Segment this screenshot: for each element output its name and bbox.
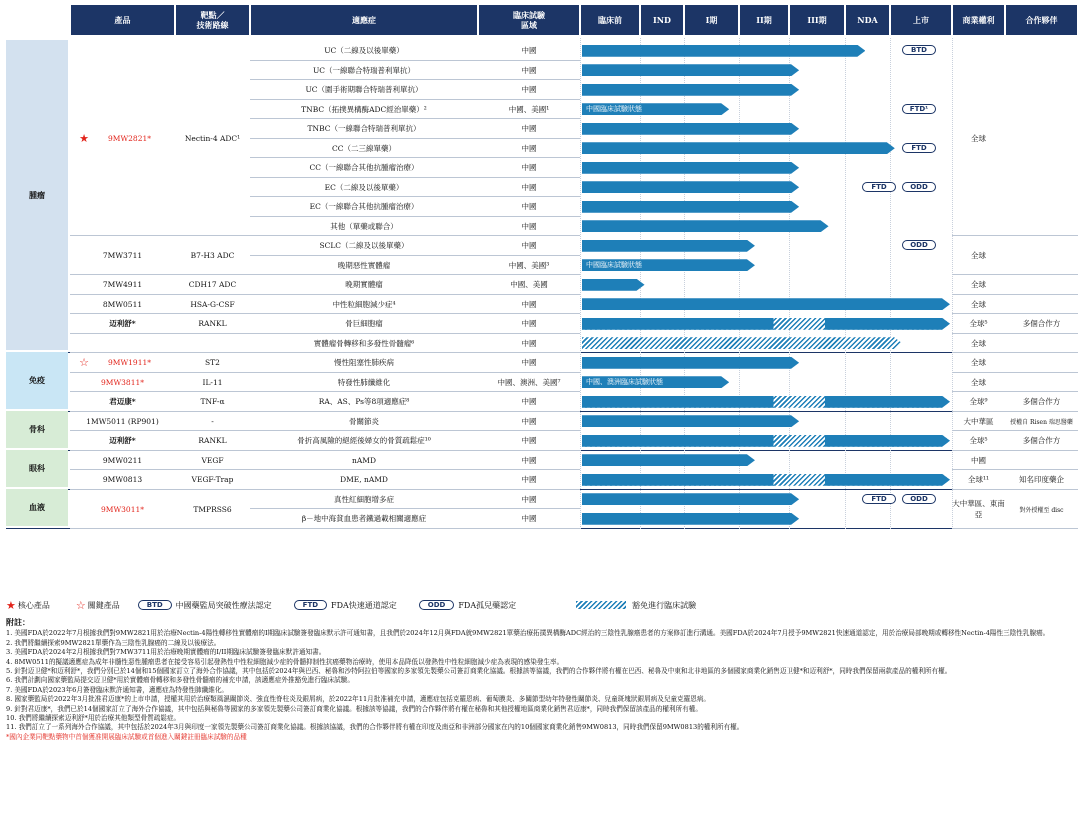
footnote: 3. 美國FDA於2024年2月根據我們對7MW3711用於治療晚期實體瘤的I/II期臨床試驗簽發臨床默許通知書。 [6, 648, 326, 657]
product-name: 1MW5011 (RP901) [86, 416, 159, 426]
header-9 [846, 5, 889, 35]
progress-bar [582, 415, 799, 427]
notes-title: 附註： [6, 617, 30, 627]
category-0: 腫瘤 [6, 40, 68, 350]
indication: 中性粒細胞減少症⁴ [332, 299, 396, 309]
header-11 [953, 5, 1004, 35]
indication: 實體瘤骨轉移和多發性骨髓瘤⁶ [313, 338, 415, 348]
header-10 [891, 5, 951, 35]
product-target: ST2 [205, 358, 220, 368]
header-label: 臨床前 [598, 15, 622, 25]
progress-bar [582, 454, 755, 466]
commercial-rights: 全球 [971, 280, 986, 290]
indication: UC（一線聯合特瑞普利單抗） [312, 65, 416, 75]
ftd-badge: FTD [862, 182, 896, 192]
ftd-badge: FTD [862, 494, 896, 504]
core-product-star-icon: ★ [79, 132, 89, 145]
trial-region: 中國 [521, 182, 537, 192]
product-target: CDH17 ADC [188, 280, 237, 290]
footnote: 7. 美國FDA於2023年6月簽發臨床默許通知書，適應症為特發性肺纖維化。 [6, 685, 229, 694]
indication: 骨關節炎 [349, 416, 379, 426]
indication: 晚期實體瘤 [345, 280, 383, 290]
header-2 [251, 5, 477, 35]
product-target: TNF-α [200, 397, 225, 407]
commercial-rights: 中國 [971, 455, 986, 465]
progress-bar [582, 181, 799, 193]
product-target: HSA-G-CSF [190, 299, 235, 309]
product-target: VEGF-Trap [191, 475, 234, 485]
header-5 [641, 5, 683, 35]
progress-bar [582, 357, 799, 369]
bar-label: 中國臨床試驗狀態 [586, 261, 642, 270]
core-product-star-icon: ★ [6, 598, 16, 612]
commercial-rights: 全球 [971, 377, 986, 387]
odd-badge: ODD [902, 182, 936, 192]
footnote: 1. 美國FDA於2022年7月根據我們對9MW2821用於治療Nectin-4陽性轉移性實體瘤的I期臨床試驗簽發臨床默示許可通知書，且我們於2024年12月與FDA就9MW2821單藥治療拓撲異構酶ADC經治的三陰性乳腺癌患者的方案修訂進行溝通。美國FDA於2024年7月授予9MW2821快速通道認定，用於治療局部晚期或轉移性Nectin-4陽性三陰性乳腺癌。 [6, 629, 1050, 638]
product-target [175, 334, 250, 354]
progress-bar [582, 45, 865, 57]
trial-region: 中國 [521, 202, 537, 212]
partner: 多個合作方 [1022, 397, 1061, 407]
trial-region: 中國 [521, 416, 537, 426]
progress-bar [582, 298, 950, 310]
indication: RA、AS、Ps等8項適應症⁸ [318, 397, 410, 407]
progress-bar [582, 220, 829, 232]
product-target: - [211, 416, 214, 426]
product-name: 9MW2821* [108, 134, 151, 143]
header-12 [1006, 5, 1077, 35]
trial-region: 中國 [521, 143, 537, 153]
trial-region: 中國 [521, 338, 537, 348]
trial-region: 中國 [521, 163, 537, 173]
trial-region: 中國 [521, 85, 537, 95]
indication: 其他（單藥或聯合） [330, 221, 398, 231]
stage-separator [789, 38, 790, 529]
footnote: 8. 國家藥監局於2022年3月批准君迈康*的上市申請，授權其用於治療類風濕關節炎、強直性脊柱炎及銀屑病，於2022年11月批准補充申請，適應症包括克羅恩病、葡萄膜炎、多關節型幼年特發性關節炎、兒童斑塊狀銀屑病及兒童克羅恩病。 [6, 695, 711, 704]
header-label: I期 [705, 15, 718, 25]
product-name: 8MW0511 [102, 299, 143, 309]
product-name: 9MW0813 [102, 475, 143, 485]
product-name: 7MW3711 [102, 251, 143, 260]
odd-badge: ODD [902, 240, 936, 250]
btd-badge: BTD [138, 600, 172, 610]
category-2: 骨科 [6, 411, 68, 448]
progress-bar [582, 396, 950, 408]
product-name: 7MW4911 [102, 280, 143, 290]
progress-bar [582, 162, 799, 174]
trial-region: 中國 [521, 475, 537, 485]
product-line [70, 528, 250, 529]
commercial-rights: 全球 [971, 251, 986, 260]
odd-badge: ODD [902, 494, 936, 504]
trial-region: 中國 [521, 494, 537, 504]
commercial-rights: 全球 [971, 134, 986, 143]
legend-key: 關鍵產品 [87, 600, 120, 610]
btd-badge: BTD [902, 45, 936, 55]
trial-region: 中國 [521, 455, 537, 465]
stage-separator [845, 38, 846, 529]
footnote: 6. 我們計劃向國家藥監局提交迈卫健*用於實體瘤骨轉移和多發性骨髓瘤的補充申請，該適應症外推豁免進行臨床試驗。 [6, 676, 354, 685]
indication: 骨巨細胞瘤 [345, 319, 383, 329]
trial-region: 中國 [521, 65, 537, 75]
product-target: VEGF [201, 455, 224, 465]
header-label: 上市 [913, 15, 929, 25]
progress-bar [582, 240, 755, 252]
commercial-rights: 全球 [971, 338, 986, 348]
product-name [70, 334, 175, 354]
header-0 [71, 5, 174, 35]
progress-bar [582, 318, 950, 330]
progress-bar [582, 279, 645, 291]
commercial-rights: 全球⁵ [969, 319, 988, 329]
commercial-rights: 全球¹¹ [967, 475, 989, 485]
commercial-rights: 全球 [971, 299, 986, 309]
legend-btd: 中國藥監局突破性療法認定 [175, 600, 272, 610]
header-label: II期 [756, 15, 772, 25]
product-target: RANKL [198, 436, 227, 446]
progress-bar [582, 84, 799, 96]
progress-bar [582, 493, 799, 505]
trial-region: 中國 [521, 221, 537, 231]
product-name: 迈利舒* [109, 319, 136, 329]
trial-region: 中國 [521, 241, 537, 251]
trial-region: 中國 [521, 514, 537, 524]
legend-ftd: FDA快速通道認定 [331, 600, 397, 610]
progress-bar [582, 64, 799, 76]
indication: β－地中海貧血患者鐵過載相關適應症 [301, 514, 427, 524]
ftd-badge: FTD [294, 600, 327, 610]
hatch-swatch [576, 601, 626, 609]
category-1: 免疫 [6, 352, 68, 409]
header-7 [740, 5, 788, 35]
product-name: 君迈康* [109, 397, 136, 407]
progress-bar [582, 123, 799, 135]
indication: 慢性阻塞性肺疾病 [334, 358, 394, 368]
trial-region: 中國 [521, 299, 537, 309]
indication: DME, nAMD [340, 475, 388, 485]
partner: 對外授權至 disc [1019, 506, 1064, 514]
header-4 [581, 5, 639, 35]
bar-label: 中國臨床試驗狀態 [586, 105, 642, 114]
indication: 晚期惡性實體瘤 [337, 260, 391, 270]
footnote: 5. 針對迈卫健*和迈利舒*，我們分別已於14個和15個國家訂立了海外合作協議，其中包括於2024年與巴西、秘魯和沙特阿拉伯等國家的多家領先製藥公司簽訂商業化協議。根據該等協議，我們的合作夥伴將有權在巴西、秘魯及中東和北非地區的多個國家商業化銷售迈卫健*和迈利舒*，同時我們保留兩款產品的權利所有權。 [6, 667, 952, 676]
indication: 骨折高風險的絕經後婦女的骨質疏鬆症¹⁰ [297, 436, 431, 446]
bar-label: 中國、澳洲臨床試驗狀態 [586, 378, 663, 387]
header-label: IND [653, 15, 671, 25]
footnote: 2. 我們將繼續探索9MW2821單藥作為三陰性乳腺癌的二線及以後療法。 [6, 638, 221, 647]
product-line [952, 528, 1078, 529]
header-8 [790, 5, 844, 35]
header-label: 靶點／ 技術路線 [196, 10, 229, 30]
partner: 授權自 Risen 瑞思醫藥 [1010, 418, 1073, 426]
indication: CC（一線聯合其他抗腫瘤治療） [309, 163, 419, 173]
trial-region: 中國 [521, 358, 537, 368]
header-3 [479, 5, 579, 35]
legend-odd: FDA孤兒藥認定 [458, 600, 517, 610]
indication: EC（一線聯合其他抗腫瘤治療） [309, 202, 419, 212]
indication: nAMD [352, 455, 376, 465]
key-product-star-icon: ☆ [75, 598, 86, 612]
indication: EC（二線及以後單藥） [324, 182, 404, 192]
legend-core: 核心產品 [17, 600, 50, 610]
header-label: 合作夥伴 [1025, 15, 1058, 25]
progress-bar [582, 337, 902, 349]
header-label: NDA [857, 15, 878, 25]
indication: CC（二三線單藥） [332, 143, 396, 153]
indication: 特發性肺纖維化 [337, 377, 391, 387]
odd-badge: ODD [419, 600, 455, 610]
ftd-badge: FTD [902, 143, 936, 153]
product-name: 9MW3811* [101, 377, 144, 387]
commercial-rights: 全球 [971, 358, 986, 368]
product-target: Nectin-4 ADC¹ [184, 134, 241, 143]
progress-bar [582, 435, 950, 447]
footnote: 9. 針對君迈康*，我們已於14個國家訂立了海外合作協議，其中包括與秘魯等國家的多家領先製藥公司簽訂商業化協議。根據該等協議，我們的合作夥伴將有權在秘魯和其他授權地區商業化銷售君迈康*，同時我們保留該產品的權利所有權。 [6, 704, 702, 713]
product-name: 9MW3011* [101, 504, 144, 514]
partner: 知名印度藥企 [1019, 475, 1064, 485]
footnotes [6, 618, 1076, 742]
header-6 [685, 5, 738, 35]
indication: SCLC（二線及以後單藥） [319, 241, 409, 251]
header-label: 臨床試驗 區域 [513, 10, 545, 30]
header-label: 適應症 [352, 15, 376, 25]
trial-region: 中國、美國³ [508, 260, 550, 270]
trial-region: 中國 [521, 46, 537, 56]
category-4: 血液 [6, 489, 68, 526]
stage-separator [890, 38, 891, 529]
ftd1-badge: FTD¹ [902, 104, 936, 114]
progress-bar [582, 142, 895, 154]
product-name: 迈利舒* [109, 436, 136, 446]
footnote: 10. 我們將繼續探索迈利舒*用於治療其他類型骨質疏鬆症。 [6, 714, 181, 723]
indication: TNBC（一線聯合特瑞普利單抗） [307, 124, 421, 134]
trial-region: 中國 [521, 124, 537, 134]
product-target: RANKL [198, 319, 227, 329]
indication: UC（圍手術期聯合特瑞普利單抗） [305, 85, 423, 95]
legend-hatch: 豁免進行臨床試驗 [632, 600, 697, 610]
indication: 真性紅細胞增多症 [334, 494, 394, 504]
product-target: TMPRSS6 [193, 504, 232, 514]
trial-region: 中國、澳洲、美國⁷ [497, 377, 561, 387]
commercial-rights: 全球⁵ [969, 436, 988, 446]
footnote: 11. 我們訂立了一系列海外合作協議，其中包括於2024年3月與印度一家領先製藥公司簽訂商業化協議。根據該協議，我們的合作夥伴將有權在印度及南亞和非洲部分國家在內的10個國家商業化銷售9MW0813，同時我們保留9MW0813的權利所有權。 [6, 723, 744, 732]
legend [6, 597, 696, 613]
trial-region: 中國、美國 [510, 280, 548, 290]
partner: 多個合作方 [1022, 319, 1061, 329]
header-label: III期 [807, 15, 827, 25]
product-target: B7-H3 ADC [190, 251, 235, 260]
stage-separator [580, 38, 581, 529]
category-3: 眼科 [6, 450, 68, 487]
trial-region: 中國 [521, 397, 537, 407]
trial-region: 中國 [521, 319, 537, 329]
commercial-rights: 全球⁹ [969, 397, 988, 407]
notes-footer: *國內企業同靶點藥物中首個獲准開展臨床試驗或首個進入關鍵註冊臨床試驗的品種 [6, 732, 247, 741]
header-label: 商業權利 [962, 15, 995, 25]
trial-region: 中國 [521, 436, 537, 446]
commercial-rights: 大中華區 [963, 416, 994, 426]
product-target: IL-11 [202, 377, 223, 387]
commercial-rights: 大中華區、東南亞 [952, 499, 1005, 519]
progress-bar [582, 513, 799, 525]
progress-bar [582, 474, 950, 486]
progress-bar [582, 201, 799, 213]
header-label: 產品 [114, 15, 131, 25]
indication: TNBC（拓撲異構酶ADC經治單藥）² [301, 104, 427, 114]
trial-region: 中國、美國¹ [508, 104, 550, 114]
key-product-star-icon: ☆ [79, 356, 89, 370]
header-1 [176, 5, 249, 35]
product-name: 9MW0211 [102, 455, 143, 465]
partner: 多個合作方 [1022, 436, 1061, 446]
footnote: 4. 8MW0511的擬議適應症為成年非髓性惡性腫瘤患者在接受容易引起發熱性中性粒細胞減少症的骨髓抑制性抗癌藥物治療時，使用本品降低以發熱性中性粒細胞減少症為表現的感染發生率。 [6, 657, 564, 666]
indication: UC（二線及以後單藥） [324, 46, 404, 56]
product-name: 9MW1911* [108, 358, 151, 368]
